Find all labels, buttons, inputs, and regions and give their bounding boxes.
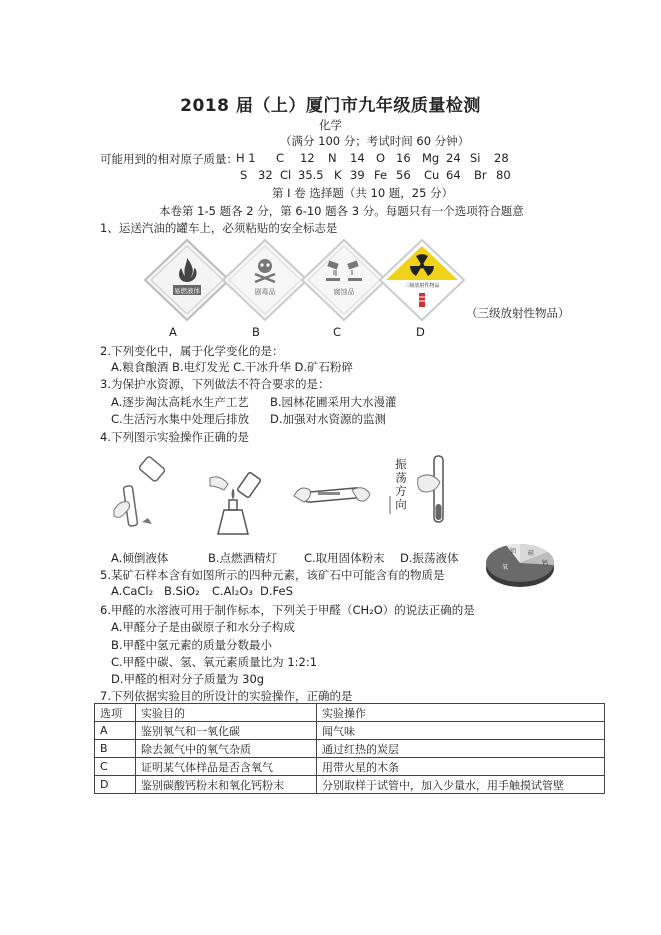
q6-option-b: B.甲醛中氢元素的质量分数最小 (111, 638, 273, 652)
header-option: 选项 (95, 704, 136, 722)
lamp-illustration (202, 462, 272, 540)
table-cell: 用带火星的木条 (317, 758, 605, 776)
q3-stem: 3.为保护水资源，下列做法不符合要求的是： (100, 377, 330, 391)
q5-option-b: B.SiO₂ (164, 584, 200, 598)
pour-liquid-illustration (108, 452, 184, 540)
q4-option-a: A.倾倒液体 (111, 551, 169, 565)
q1-stem: 1、运送汽油的罐车上，必须粘贴的安全标志是 (100, 221, 338, 235)
table-row (95, 740, 605, 758)
q4-option-b: B.点燃酒精灯 (208, 551, 278, 565)
table-cell: 鉴别碳酸钙粉末和氧化钙粉末 (136, 776, 317, 794)
mass-label: 可能用到的相对原子质量： (100, 152, 238, 166)
mass-row-1: H 1 C 12 N 14 O 16 Mg 24 Si 28 (236, 151, 509, 165)
q3-option-a: A.逐步淘汰高耗水生产工艺 (111, 395, 249, 409)
q4-option-d: D.振荡液体 (400, 551, 459, 565)
table-cell: C (95, 758, 136, 776)
powder-illustration (290, 474, 374, 522)
exam-info: （满分 100 分；考试时间 60 分钟） (280, 134, 470, 148)
table-cell: 鉴别氧气和一氧化碳 (136, 722, 317, 740)
header-purpose: 实验目的 (136, 704, 317, 722)
q1-note: （三级放射性物品） (466, 306, 570, 320)
radioactive-sign (378, 238, 466, 322)
q2-stem: 2.下列变化中，属于化学变化的是： (100, 344, 284, 358)
q1-option-b: B (252, 325, 260, 339)
q1-option-c: C (333, 325, 342, 339)
q3-option-d: D.加强对水资源的监测 (270, 412, 387, 426)
section-heading: 第 I 卷 选择题（共 10 题，25 分） (272, 186, 454, 200)
q7-stem: 7.下列依据实验目的所设计的实验操作，正确的是 (100, 689, 353, 703)
flammable-liquid-sign (143, 238, 231, 322)
q4-option-c: C.取用固体粉末 (304, 551, 385, 565)
q6-option-a: A.甲醛分子是由碳原子和水分子构成 (111, 620, 295, 634)
toxic-sign (221, 238, 309, 322)
page-title: 2018 届（上）厦门市九年级质量检测 (180, 96, 481, 116)
element-pie-chart (482, 535, 558, 593)
q2-options: A.粮食酿酒 B.电灯发光 C.干冰升华 D.矿石粉碎 (111, 360, 354, 374)
pie-label-ca: 钙 (542, 560, 549, 567)
table-cell: 通过红热的炭层 (317, 740, 605, 758)
header-operation: 实验操作 (317, 704, 605, 722)
sign-label: 腐蚀品 (333, 288, 355, 296)
table-cell: 除去氮气中的氧气杂质 (136, 740, 317, 758)
q3-option-c: C.生活污水集中处理后排放 (111, 412, 250, 426)
table-cell: D (95, 776, 136, 794)
subject: 化学 (319, 118, 342, 132)
table-row (95, 776, 605, 794)
sign-label: 三级放射性物品 (404, 283, 440, 289)
q6-option-c: C.甲醛中碳、氢、氧元素质量比为 1:2:1 (111, 655, 318, 669)
instruction: 本卷第 1-5 题各 2 分，第 6-10 题各 3 分。每题只有一个选项符合题意 (159, 204, 524, 218)
pie-label-al: 铝 (510, 548, 517, 555)
q3-option-b: B.园林花圃采用大水漫灌 (270, 395, 397, 409)
q1-option-d: D (416, 325, 425, 339)
q5-option-d: D.FeS (260, 584, 293, 598)
table-cell: 分别取样于试管中，加入少量水，用手触摸试管壁 (317, 776, 605, 794)
table-cell: A (95, 722, 136, 740)
q5-option-a: A.CaCl₂ (111, 584, 154, 598)
corrosive-sign (300, 238, 388, 322)
table-cell: 证明某气体样品是否含氧气 (136, 758, 317, 776)
q5-option-c: C.Al₂O₃ (212, 584, 254, 598)
table-row (95, 758, 605, 776)
q5-stem: 5.某矿石样本含有如图所示的四种元素，该矿石中可能含有的物质是 (100, 568, 445, 582)
q6-option-d: D.甲醛的相对分子质量为 30g (111, 672, 265, 686)
q6-stem: 6.甲醛的水溶液可用于制作标本，下列关于甲醛（CH₂O）的说法正确的是 (100, 603, 475, 617)
sign-label: 易燃液体 (174, 287, 200, 295)
mass-row-2: S 32 Cl 35.5 K 39 Fe 56 Cu 64 Br 80 (240, 168, 511, 182)
table-row (95, 722, 605, 740)
sign-label: 剧毒品 (254, 288, 276, 296)
q4-stem: 4.下列图示实验操作正确的是 (100, 430, 249, 444)
q1-option-a: A (169, 325, 177, 339)
table-cell: B (95, 740, 136, 758)
table-cell: 闻气味 (317, 722, 605, 740)
q7-table (94, 703, 605, 794)
pie-label-o: 氧 (502, 564, 509, 571)
shake-direction-label: 振荡方向 (394, 458, 408, 512)
pie-label-si: 硅 (528, 550, 535, 557)
table-header-row (95, 704, 605, 722)
